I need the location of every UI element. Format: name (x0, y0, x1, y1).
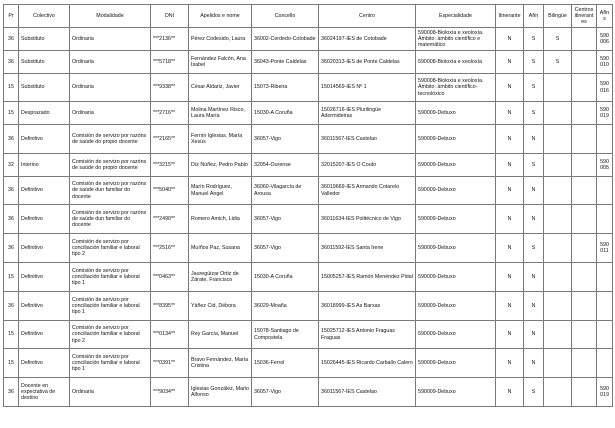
cell-dni: ***2165** (151, 125, 189, 154)
cell-apelidos-e-nome: Molina Martínez Risco, Laura María (189, 102, 252, 125)
cell-especialidade: 590009-Debuxo (416, 321, 496, 349)
cell-centros-itinerantes (572, 154, 597, 177)
cell-modalidade: Ordinaria (70, 51, 151, 74)
cell-afins (597, 125, 613, 154)
cell-modalidade: Comisión de servizo por conciliación familiar e laboral tipo 2 (70, 234, 151, 263)
cell-bilingue: S (544, 28, 572, 51)
cell-especialidade: 590009-Debuxo (416, 154, 496, 177)
cell-itinerante: N (496, 349, 524, 378)
cell-modalidade: Ordinaria (70, 28, 151, 51)
cell-centro: 15026716-IES Plurilingüe Adormideiras (319, 102, 416, 125)
cell-centro: 36011634-IES Politécnico de Vigo (319, 205, 416, 234)
cell-modalidade: Ordinaria (70, 74, 151, 102)
cell-pr: 15 (4, 321, 19, 349)
cell-itinerante: N (496, 292, 524, 321)
cell-concello: 15036-Ferrol (252, 349, 319, 378)
table-row (4, 74, 613, 102)
cell-dni: ***2136** (151, 28, 189, 51)
cell-dni: ***5718** (151, 51, 189, 74)
table-row (4, 378, 613, 407)
cell-colectivo: Definitivo (19, 263, 70, 292)
cell-itinerante: N (496, 263, 524, 292)
cell-pr: 32 (4, 154, 19, 177)
cell-pr: 15 (4, 102, 19, 125)
cell-afins: 590019 (597, 102, 613, 125)
cell-afin: S (524, 51, 544, 74)
header-colectivo: Colectivo (19, 5, 70, 28)
cell-colectivo: Definitivo (19, 349, 70, 378)
cell-centro: 32015207-IES O Couto (319, 154, 416, 177)
cell-colectivo: Substituto (19, 74, 70, 102)
cell-especialidade: 590009-Debuxo (416, 205, 496, 234)
cell-dni: ***2516** (151, 234, 189, 263)
cell-afin: S (524, 28, 544, 51)
cell-colectivo: Definitivo (19, 125, 70, 154)
cell-afin: S (524, 234, 544, 263)
cell-dni: ***0463** (151, 263, 189, 292)
cell-dni: ***0134** (151, 321, 189, 349)
cell-concello: 36057-Vigo (252, 125, 319, 154)
cell-modalidade: Comisión de servizo por razóns de saúde dun familiar do docente (70, 205, 151, 234)
table-row (4, 263, 613, 292)
cell-especialidade: 590009-Debuxo (416, 102, 496, 125)
header-bilingue: Bilingüe (544, 5, 572, 28)
header-afin: Afín (524, 5, 544, 28)
cell-centros-itinerantes (572, 321, 597, 349)
cell-centro: 36019669-IES Armando Cotarelo Valledor (319, 177, 416, 205)
table-row (4, 28, 613, 51)
cell-apelidos-e-nome: Yáñez Cid, Débora (189, 292, 252, 321)
cell-apelidos-e-nome: Pérez Codesido, Laura (189, 28, 252, 51)
table-row (4, 51, 613, 74)
cell-bilingue (544, 154, 572, 177)
cell-colectivo: Substituto (19, 28, 70, 51)
cell-modalidade: Comisión de servizo por conciliación familiar e laboral tipo 1 (70, 292, 151, 321)
cell-bilingue: S (544, 51, 572, 74)
cell-afins (597, 292, 613, 321)
cell-afin: S (524, 378, 544, 407)
cell-apelidos-e-nome: Muíños Paz, Susana (189, 234, 252, 263)
cell-afins (597, 321, 613, 349)
cell-apelidos-e-nome: Fernín Iglesias, María Xesús (189, 125, 252, 154)
cell-colectivo: Substituto (19, 51, 70, 74)
cell-afin: N (524, 349, 544, 378)
table-row (4, 292, 613, 321)
cell-bilingue (544, 102, 572, 125)
cell-dni: ***2490** (151, 205, 189, 234)
cell-afins: 590006 (597, 28, 613, 51)
cell-pr: 36 (4, 51, 19, 74)
cell-bilingue (544, 349, 572, 378)
cell-bilingue (544, 321, 572, 349)
cell-afins: 590019 (597, 378, 613, 407)
cell-itinerante: N (496, 378, 524, 407)
cell-pr: 36 (4, 378, 19, 407)
table-row (4, 321, 613, 349)
cell-colectivo: Docente en expectativa de destino (19, 378, 70, 407)
cell-apelidos-e-nome: Fernández Falcón, Ana Isabel (189, 51, 252, 74)
cell-afin: N (524, 292, 544, 321)
cell-especialidade: 590008-Bioloxía e xeoloxía. Ámbito: ámbito científico-tecnolóxico (416, 74, 496, 102)
cell-centros-itinerantes (572, 234, 597, 263)
cell-afin: N (524, 321, 544, 349)
cell-bilingue (544, 177, 572, 205)
header-itinerante: Itinerante (496, 5, 524, 28)
cell-pr: 36 (4, 234, 19, 263)
cell-centro: 36011567-IES Castelao (319, 125, 416, 154)
header-pr: Pr (4, 5, 19, 28)
cell-especialidade: 590009-Debuxo (416, 292, 496, 321)
cell-concello: 32054-Ourense (252, 154, 319, 177)
cell-bilingue (544, 292, 572, 321)
header-concello: Concello (252, 5, 319, 28)
cell-centros-itinerantes (572, 125, 597, 154)
cell-dni: ***9034** (151, 378, 189, 407)
cell-bilingue (544, 234, 572, 263)
header-afins: Afíns (597, 5, 613, 28)
cell-afins (597, 205, 613, 234)
table-row (4, 125, 613, 154)
table-row (4, 349, 613, 378)
cell-colectivo: Definitivo (19, 177, 70, 205)
cell-dni: ***9338** (151, 74, 189, 102)
cell-afin: N (524, 125, 544, 154)
cell-centros-itinerantes (572, 74, 597, 102)
cell-centros-itinerantes (572, 349, 597, 378)
table-header-row (4, 5, 613, 28)
cell-especialidade: 590009-Debuxo (416, 349, 496, 378)
cell-especialidade: 590009-Debuxo (416, 263, 496, 292)
cell-pr: 36 (4, 125, 19, 154)
cell-apelidos-e-nome: Romero Amich, Lidia (189, 205, 252, 234)
cell-itinerante: N (496, 321, 524, 349)
cell-colectivo: Definitivo (19, 321, 70, 349)
cell-centro: 36011567-IES Castelao (319, 378, 416, 407)
cell-concello: 36043-Ponte Caldelas (252, 51, 319, 74)
cell-itinerante: N (496, 102, 524, 125)
cell-centro: 36024197-IES de Cotobade (319, 28, 416, 51)
header-apelidos-e-nome: Apelidos e nome (189, 5, 252, 28)
table-row (4, 102, 613, 125)
cell-centros-itinerantes (572, 28, 597, 51)
cell-apelidos-e-nome: Jauregúizar Ortiz de Zárate, Francisco (189, 263, 252, 292)
table-row (4, 234, 613, 263)
cell-bilingue (544, 263, 572, 292)
cell-apelidos-e-nome: Bravo Fernández, María Cristina (189, 349, 252, 378)
cell-pr: 36 (4, 292, 19, 321)
cell-pr: 36 (4, 177, 19, 205)
cell-apelidos-e-nome: Díz Núñez, Pedro Pablo (189, 154, 252, 177)
cell-centro: 15025712-IES Antonio Fraguas Fraguas (319, 321, 416, 349)
cell-afins: 590016 (597, 74, 613, 102)
cell-pr: 15 (4, 263, 19, 292)
cell-concello: 36057-Vigo (252, 205, 319, 234)
cell-itinerante: N (496, 154, 524, 177)
cell-pr: 15 (4, 349, 19, 378)
cell-centros-itinerantes (572, 292, 597, 321)
cell-centros-itinerantes (572, 51, 597, 74)
cell-especialidade: 590009-Debuxo (416, 378, 496, 407)
cell-modalidade: Comisión de servizo por razóns de saúde dun familiar do docente (70, 177, 151, 205)
cell-centros-itinerantes (572, 378, 597, 407)
cell-colectivo: Definitivo (19, 234, 70, 263)
cell-concello: 15078-Santiago de Compostela (252, 321, 319, 349)
cell-centros-itinerantes (572, 263, 597, 292)
cell-concello: 36057-Vigo (252, 378, 319, 407)
table-body (4, 28, 613, 407)
cell-modalidade: Comisión de servizo por conciliación familiar e laboral tipo 1 (70, 263, 151, 292)
cell-centro: 15014569-IES Nº 1 (319, 74, 416, 102)
cell-especialidade: 590009-Debuxo (416, 177, 496, 205)
header-centros-itinerantes: Centros itinerantes (572, 5, 597, 28)
cell-dni: ***0391** (151, 349, 189, 378)
cell-pr: 36 (4, 28, 19, 51)
cell-modalidade: Comisión de servizo por conciliación familiar e laboral tipo 2 (70, 321, 151, 349)
cell-afins (597, 263, 613, 292)
cell-dni: ***3215** (151, 154, 189, 177)
cell-afin: S (524, 102, 544, 125)
cell-modalidade: Ordinaria (70, 378, 151, 407)
cell-bilingue (544, 378, 572, 407)
cell-itinerante: N (496, 74, 524, 102)
cell-itinerante: N (496, 51, 524, 74)
header-especialidade: Especialidade (416, 5, 496, 28)
cell-itinerante: N (496, 205, 524, 234)
cell-especialidade: 590009-Debuxo (416, 125, 496, 154)
table-row (4, 154, 613, 177)
cell-pr: 15 (4, 74, 19, 102)
cell-concello: 36002-Cerdedo-Cotobade (252, 28, 319, 51)
cell-afin: N (524, 205, 544, 234)
cell-colectivo: Interino (19, 154, 70, 177)
cell-afins (597, 349, 613, 378)
cell-afins: 590010 (597, 51, 613, 74)
cell-afins: 590005 (597, 154, 613, 177)
cell-modalidade: Comisión de servizo por razóns de saúde do propio docente (70, 125, 151, 154)
cell-dni: ***8395** (151, 292, 189, 321)
cell-bilingue (544, 125, 572, 154)
cell-centros-itinerantes (572, 102, 597, 125)
cell-itinerante: N (496, 177, 524, 205)
assignments-table (3, 4, 613, 407)
cell-itinerante: N (496, 28, 524, 51)
cell-itinerante: N (496, 234, 524, 263)
cell-concello: 15073-Ribeira (252, 74, 319, 102)
cell-afin: N (524, 263, 544, 292)
cell-centros-itinerantes (572, 177, 597, 205)
cell-afin: S (524, 154, 544, 177)
cell-bilingue (544, 74, 572, 102)
cell-colectivo: Definitivo (19, 292, 70, 321)
cell-apelidos-e-nome: Iglesias González, Mario Alfonso (189, 378, 252, 407)
cell-concello: 36060-Vilagarcía de Arousa (252, 177, 319, 205)
header-modalidade: Modalidade (70, 5, 151, 28)
cell-modalidade: Ordinaria (70, 102, 151, 125)
cell-apelidos-e-nome: César Aldariz, Javier (189, 74, 252, 102)
cell-afin: N (524, 177, 544, 205)
table-row (4, 177, 613, 205)
cell-concello: 15030-A Coruña (252, 102, 319, 125)
cell-pr: 36 (4, 205, 19, 234)
cell-especialidade: 590008-Bioloxía e xeoloxía (416, 51, 496, 74)
cell-dni: ***2716** (151, 102, 189, 125)
cell-colectivo: Desprazado (19, 102, 70, 125)
cell-modalidade: Comisión de servizo por razóns de saúde do propio docente (70, 154, 151, 177)
cell-especialidade: 590008-Bioloxía e xeoloxía. Ámbito: ámbito científico e matemático (416, 28, 496, 51)
cell-itinerante: N (496, 125, 524, 154)
cell-centro: 36018999-IES As Barxas (319, 292, 416, 321)
cell-dni: ***5040** (151, 177, 189, 205)
cell-modalidade: Comisión de servizo por conciliación familiar e laboral tipo 1 (70, 349, 151, 378)
cell-bilingue (544, 205, 572, 234)
cell-apelidos-e-nome: Rey García, Manuel (189, 321, 252, 349)
header-centro: Centro (319, 5, 416, 28)
cell-afins (597, 177, 613, 205)
cell-especialidade: 590009-Debuxo (416, 234, 496, 263)
cell-centro: 15005257-IES Ramón Menéndez Pidal (319, 263, 416, 292)
table-row (4, 205, 613, 234)
cell-centro: 36011592-IES Santa Irene (319, 234, 416, 263)
cell-centro: 15026445-IES Ricardo Carballo Calero (319, 349, 416, 378)
cell-concello: 15030-A Coruña (252, 263, 319, 292)
header-dni: DNI (151, 5, 189, 28)
cell-apelidos-e-nome: Marín Rodríguez, Manuel Ángel (189, 177, 252, 205)
cell-centro: 36020313-IES de Ponte Caldelas (319, 51, 416, 74)
cell-afins: 590011 (597, 234, 613, 263)
cell-concello: 36029-Moaña (252, 292, 319, 321)
cell-afin: S (524, 74, 544, 102)
cell-concello: 36057-Vigo (252, 234, 319, 263)
cell-centros-itinerantes (572, 205, 597, 234)
cell-colectivo: Definitivo (19, 205, 70, 234)
